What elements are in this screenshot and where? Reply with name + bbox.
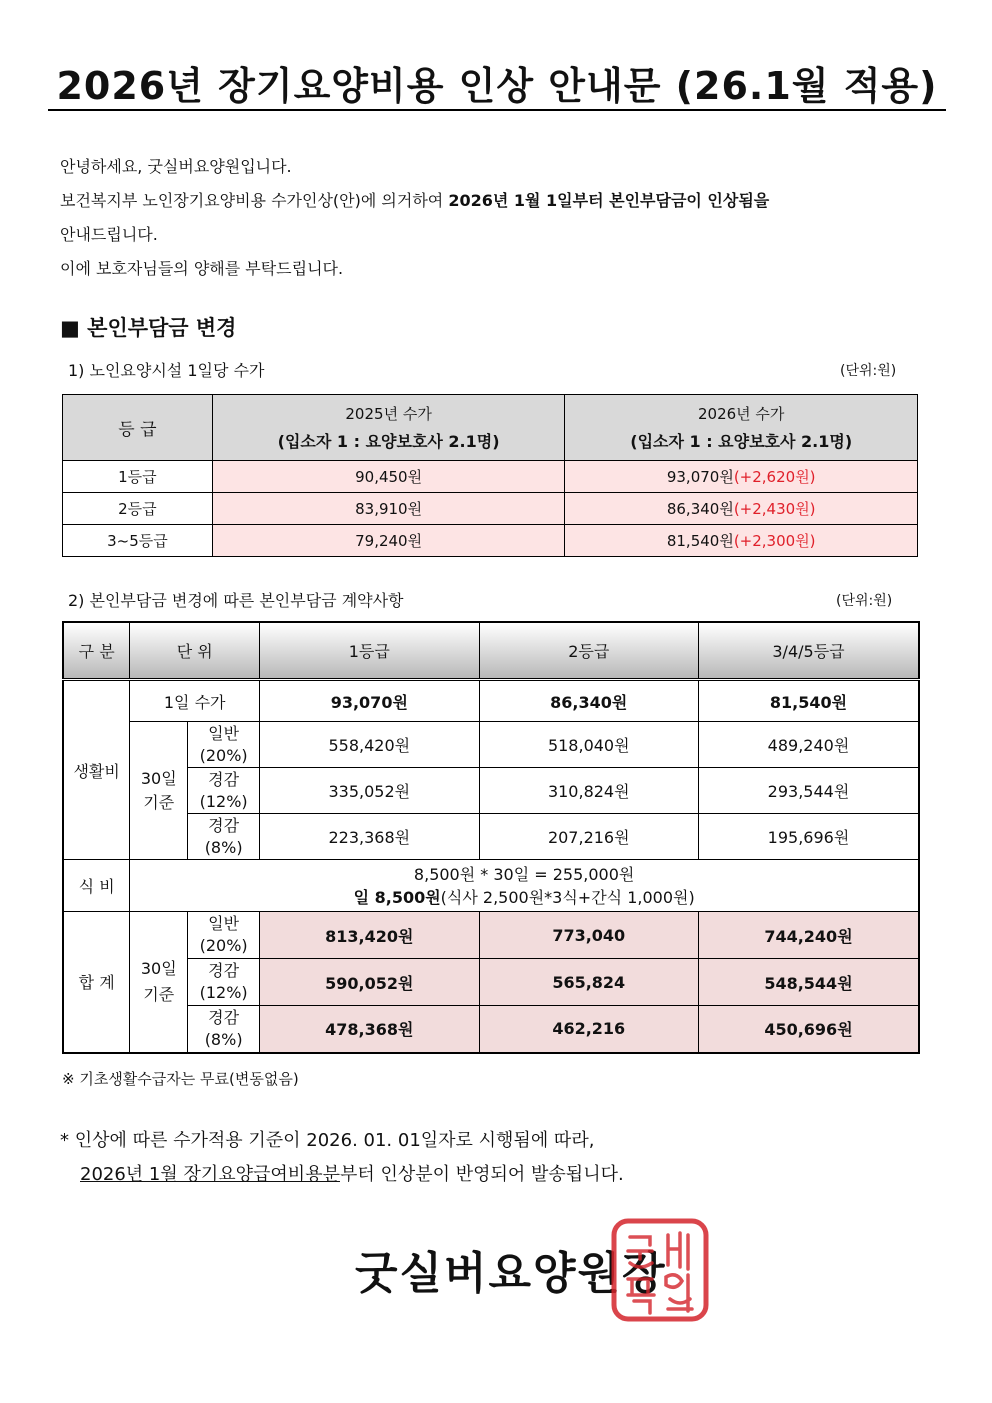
table-header-row (63, 622, 919, 680)
rate-type: 경감 (208, 1007, 240, 1027)
fee-2026-value: 93,070원 (666, 468, 734, 486)
period-label (130, 722, 188, 860)
fee-increase: (+2,300원) (733, 532, 816, 550)
fee-2026-cell (565, 461, 918, 493)
table1-unit: (단위:원) (840, 363, 897, 379)
rate-label (188, 768, 260, 814)
meal-line-2-bold: 일 8,500원 (353, 887, 441, 907)
table-row (63, 525, 918, 557)
daily-fee-label: 1일 수가 (130, 680, 260, 722)
daily-fee-cell: 93,070원 (260, 680, 479, 722)
table-row (63, 680, 919, 722)
period-b: 기준 (143, 792, 175, 812)
header-grade2: 2등급 (479, 622, 698, 680)
value-cell: 223,368원 (260, 814, 479, 860)
rate-type: 일반 (208, 914, 240, 933)
period-a: 30일 (140, 958, 177, 978)
meal-cell (130, 860, 919, 912)
rate-label (188, 814, 260, 860)
value-cell: 518,040원 (479, 722, 698, 768)
rate-type: 경감 (208, 961, 240, 980)
living-cost-label: 생활비 (63, 680, 130, 860)
daily-fee-cell: 86,340원 (479, 680, 698, 722)
value-cell: 335,052원 (260, 768, 479, 814)
fee-2026-cell (565, 493, 918, 525)
rate-percent: (8%) (204, 1029, 243, 1049)
header-2026-b: (입소자 1 : 요양보호사 2.1명) (630, 431, 853, 451)
table-row (63, 912, 919, 959)
total-value-cell: 478,368원 (260, 1006, 479, 1053)
meal-line-2-rest: (식사 2,500원*3식+간식 1,000원) (440, 887, 695, 907)
table2-unit: (단위:원) (836, 593, 893, 609)
table-row (63, 461, 918, 493)
table2-title: 2) 본인부담금 변경에 따른 본인부담금 계약사항 (68, 591, 404, 610)
table-row (63, 493, 918, 525)
fee-2025-cell: 79,240원 (212, 525, 565, 557)
fee-2025-cell: 90,450원 (212, 461, 565, 493)
table-row (63, 959, 919, 1006)
rate-label (188, 722, 260, 768)
fee-increase: (+2,620원) (733, 468, 816, 486)
header-2025-a: 2025년 수가 (345, 404, 432, 423)
meal-label: 식 비 (63, 860, 130, 912)
value-cell: 195,696원 (698, 814, 919, 860)
table-row (63, 1006, 919, 1053)
basic-livelihood-note: ※ 기초생활수급자는 무료(변동없음) (62, 1070, 299, 1088)
table-row (63, 814, 919, 860)
intro-line-2-a: 보건복지부 노인장기요양비용 수가인상(안)에 의거하여 (60, 191, 449, 210)
header-grade345: 3/4/5등급 (698, 622, 919, 680)
table-row (63, 768, 919, 814)
rate-percent: (8%) (204, 837, 243, 857)
notice-line-2-rest: 부터 인상분이 반영되어 발송됩니다. (339, 1164, 624, 1185)
daily-fee-cell: 81,540원 (698, 680, 919, 722)
grade-cell: 1등급 (63, 461, 213, 493)
notice-line-2 (60, 1158, 624, 1192)
meal-line-2 (130, 886, 918, 909)
value-cell: 489,240원 (698, 722, 919, 768)
fee-2026-value: 81,540원 (666, 532, 734, 550)
intro-text (60, 150, 769, 286)
notice-line-1: * 인상에 따른 수가적용 기준이 2026. 01. 01일자로 시행됨에 따라, (60, 1130, 595, 1151)
total-value-cell: 590,052원 (260, 959, 479, 1006)
value-cell: 310,824원 (479, 768, 698, 814)
header-grade1: 1등급 (260, 622, 479, 680)
grade-cell: 3~5등급 (63, 525, 213, 557)
rate-label (188, 1006, 260, 1053)
header-2025-b: (입소자 1 : 요양보호사 2.1명) (277, 431, 500, 451)
contract-table (62, 621, 920, 1054)
header-gubun: 구 분 (63, 622, 130, 680)
table-row (63, 722, 919, 768)
grade-cell: 2등급 (63, 493, 213, 525)
meal-line-1: 8,500원 * 30일 = 255,000원 (413, 864, 635, 884)
period-b: 기준 (143, 984, 175, 1004)
fee-2026-cell (565, 525, 918, 557)
signature: 굿실버요양원장 (355, 1248, 667, 1299)
total-value-cell: 565,824 (479, 959, 698, 1006)
fee-2025-cell: 83,910원 (212, 493, 565, 525)
fee-2026-value: 86,340원 (666, 500, 734, 518)
table-row (63, 860, 919, 912)
rate-percent: (12%) (199, 791, 248, 811)
total-value-cell: 773,040 (479, 912, 698, 959)
rate-type: 일반 (208, 723, 240, 743)
notice-underlined: 2026년 1월 장기요양급여비용분 (80, 1164, 340, 1185)
total-value-cell: 744,240원 (698, 912, 919, 959)
intro-line-4: 이에 보호자님들의 양해를 부탁드립니다. (60, 259, 344, 278)
period-label (130, 912, 188, 1053)
intro-line-2-b: 2026년 1월 1일부터 본인부담금이 인상됨을 (448, 191, 770, 210)
total-value-cell: 548,544원 (698, 959, 919, 1006)
title-underline (48, 109, 946, 111)
rate-label (188, 959, 260, 1006)
document-title: 2026년 장기요양비용 인상 안내문 (26.1월 적용) (56, 64, 938, 108)
header-danwi: 단 위 (130, 622, 260, 680)
section-title: ■ 본인부담금 변경 (60, 316, 237, 340)
rate-type: 경감 (208, 815, 240, 835)
grade-header: 등 급 (63, 395, 213, 461)
official-seal-icon (610, 1217, 710, 1323)
rate-type: 경감 (208, 769, 240, 789)
rate-percent: (20%) (199, 936, 248, 955)
header-2025 (212, 395, 565, 461)
period-a: 30일 (140, 768, 177, 788)
intro-line-2 (60, 184, 769, 218)
total-value-cell: 813,420원 (260, 912, 479, 959)
intro-line-1: 안녕하세요, 굿실버요양원입니다. (60, 157, 292, 176)
header-2026-a: 2026년 수가 (697, 404, 785, 423)
value-cell: 558,420원 (260, 722, 479, 768)
total-label: 합 계 (63, 912, 130, 1053)
table1-title: 1) 노인요양시설 1일당 수가 (68, 361, 265, 380)
total-value-cell: 462,216 (479, 1006, 698, 1053)
value-cell: 293,544원 (698, 768, 919, 814)
rate-percent: (20%) (199, 745, 248, 765)
total-value-cell: 450,696원 (698, 1006, 919, 1053)
header-2026 (565, 395, 918, 461)
rate-percent: (12%) (199, 983, 248, 1002)
fee-table (62, 394, 918, 557)
rate-label (188, 912, 260, 959)
intro-line-3: 안내드립니다. (60, 225, 158, 244)
fee-increase: (+2,430원) (733, 500, 816, 518)
value-cell: 207,216원 (479, 814, 698, 860)
notice-text (60, 1124, 624, 1192)
